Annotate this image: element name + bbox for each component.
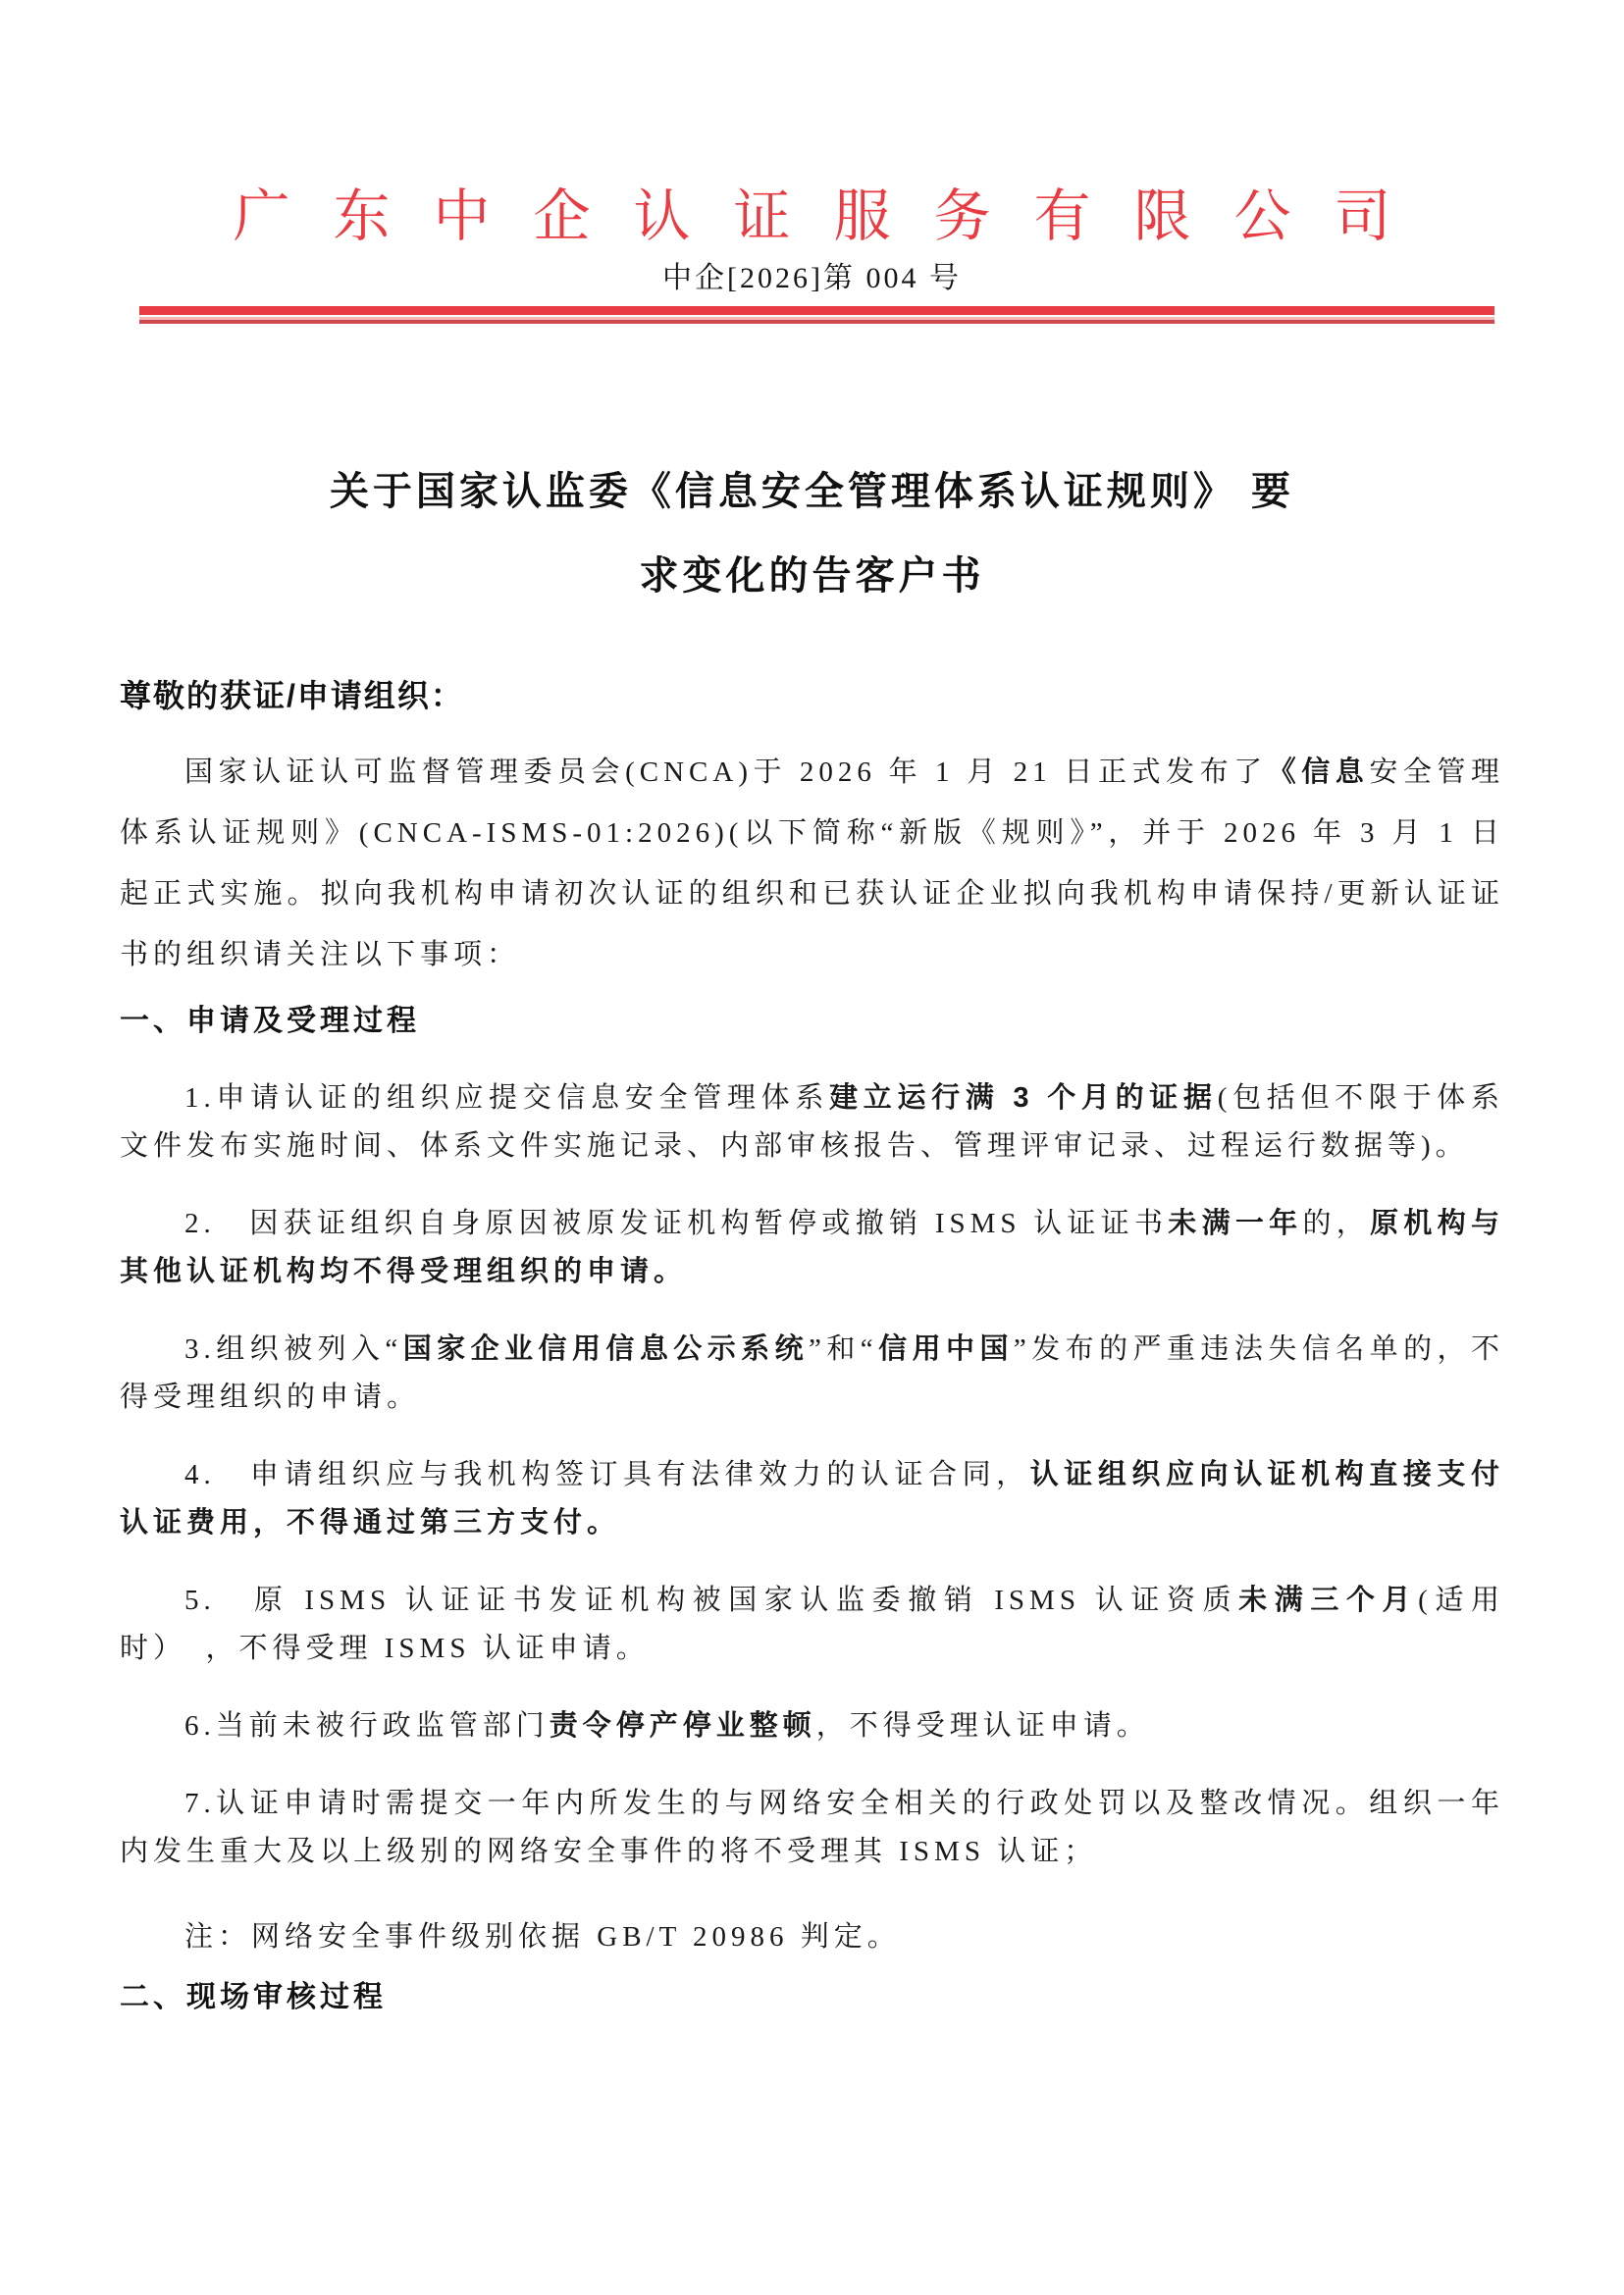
rule-thick-line [139, 306, 1494, 315]
body-paragraph [120, 1577, 1504, 1673]
text-run: 原机构与其他认证机构均不得受理组织的申请。 [120, 1207, 1504, 1287]
text-run: 6.当前未被行政监管部门 [184, 1709, 550, 1742]
text-run: 国家企业信用信息公示系统 [402, 1332, 810, 1365]
text-run: (包括但不限于体系文件发布实施时间、体系文件实施记录、内部审核报告、管理评审记录、过程运行数据等)。 [120, 1081, 1504, 1162]
text-run: 未满一年 [1168, 1207, 1303, 1239]
note-paragraph [120, 1913, 1504, 1961]
text-run: ”和“ [809, 1332, 878, 1365]
text-run: 《信息 [1267, 756, 1370, 788]
company-name-header: 广东中企认证服务有限公司 [233, 184, 1435, 248]
text-run: 未满三个月 [1238, 1584, 1419, 1616]
body-paragraph [120, 1326, 1504, 1422]
text-run: 认证组织应向认证机构直接支付认证费用，不得通过第三方支付。 [120, 1458, 1504, 1539]
text-run: 责令停产停业整顿 [549, 1709, 816, 1742]
text-run: 3.组织被列入“ [184, 1332, 403, 1365]
document-title-line-1: 关于国家认监委《信息安全管理体系认证规则》 要 [329, 469, 1295, 513]
header-divider-rule [139, 306, 1494, 324]
section-heading: 二、现场审核过程 [120, 1980, 387, 2013]
body-paragraph [120, 1451, 1504, 1547]
rule-thin-line [139, 320, 1494, 324]
text-run: 的， [1302, 1207, 1371, 1239]
text-run: (适用时） ，不得受理 ISMS 认证申请。 [120, 1584, 1504, 1664]
document-title-line-2: 求变化的告客户书 [639, 553, 985, 598]
text-run: 信用中国 [877, 1332, 1014, 1365]
text-run: 建立运行满 3 个月的证据 [829, 1081, 1218, 1114]
body-paragraph [120, 1200, 1504, 1296]
section-heading: 一、申请及受理过程 [120, 1004, 420, 1037]
text-run: 安全管理体系认证规则》(CNCA-ISMS-01:2026)(以下简称“新版《规则》”，并于 2026 年 3 月 1 日起正式实施。拟向我机构申请初次认证的组织和已获认证企业拟向我机构申请保持/更新认证证书的组织请关注以下事项： [120, 756, 1504, 970]
salutation: 尊敬的获证/申请组织： [120, 677, 464, 713]
text-run: ，不得受理认证申请。 [815, 1709, 1150, 1742]
text-run: ”发布的严重违法失信名单的，不得受理组织的申请。 [120, 1332, 1504, 1413]
text-run: 7.认证申请时需提交一年内所发生的与网络安全相关的行政处罚以及整改情况。组织一年内发生重大及以上级别的网络安全事件的将不受理其 ISMS 认证； [120, 1787, 1504, 1867]
text-run: 1.申请认证的组织应提交信息安全管理体系 [184, 1081, 830, 1114]
text-run: 2. 因获证组织自身原因被原发证机构暂停或撤销 ISMS 认证证书 [184, 1207, 1169, 1239]
document-title [120, 449, 1504, 618]
text-run: 注：网络安全事件级别依据 GB/T 20986 判定。 [184, 1920, 901, 1953]
text-run: 4. 申请组织应与我机构签订具有法律效力的认证合同， [184, 1458, 1030, 1490]
body-paragraph [120, 742, 1504, 985]
body-paragraph [120, 1074, 1504, 1171]
body-paragraph [120, 1780, 1504, 1876]
text-run: 国家认证认可监督管理委员会(CNCA)于 2026 年 1 月 21 日正式发布了 [184, 756, 1268, 788]
body-paragraph [120, 1702, 1504, 1750]
document-number: 中企[2026]第 004 号 [662, 261, 962, 294]
document-body [120, 742, 1504, 2021]
text-run: 5. 原 ISMS 认证证书发证机构被国家认监委撤销 ISMS 认证资质 [184, 1584, 1239, 1616]
